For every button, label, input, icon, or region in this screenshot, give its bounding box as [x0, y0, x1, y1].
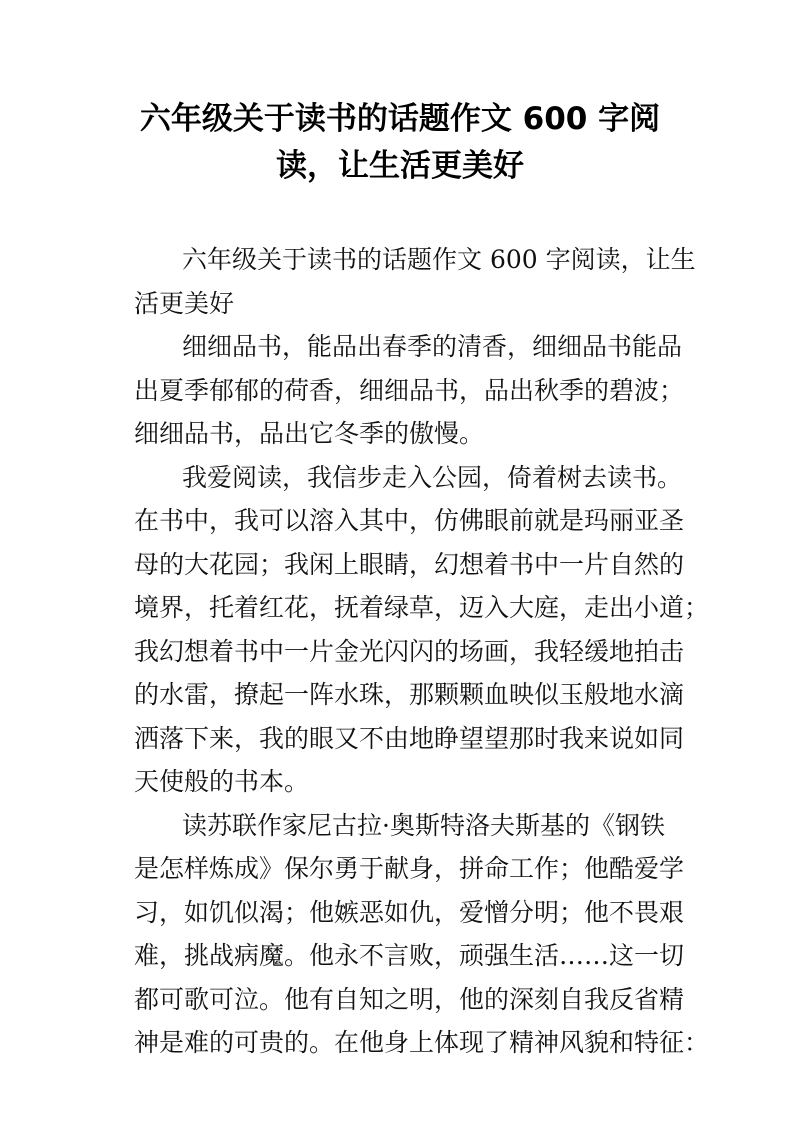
paragraph-line: 习，如饥似渴；他嫉恶如仇，爱憎分明；他不畏艰: [134, 897, 685, 927]
paragraph-line: 都可歌可泣。他有自知之明，他的深刻自我反省精: [134, 984, 685, 1014]
paragraph-line: 是怎样炼成》保尔勇于献身，拼命工作；他酷爱学: [134, 854, 685, 883]
paragraph-line: 难，挑战病魔。他永不言败，顽强生活……这一切: [134, 941, 685, 970]
paragraph-1: [134, 238, 696, 325]
paragraph-line: 天使般的书本。: [134, 767, 310, 796]
paragraph-line: 神是难的可贵的。在他身上体现了精神风貌和特征：: [134, 1028, 710, 1057]
title-line-2: 读，让生活更美好: [276, 148, 524, 184]
paragraph-line: 我幻想着书中一片金光闪闪的场画，我轻缓地拍击: [134, 636, 685, 666]
title-line-1: 六年级关于读书的话题作文 600 字阅: [139, 101, 661, 137]
paragraph-line: 活更美好: [134, 288, 235, 318]
paragraph-3: [134, 456, 710, 804]
paragraph-line: 六年级关于读书的话题作文 600 字阅读，让生: [182, 245, 696, 274]
paragraph-line: 细细品书，能品出春季的清香，细细品书能品: [182, 332, 683, 361]
paragraph-line: 细细品书，品出它冬季的傲慢。: [134, 419, 485, 448]
paragraph-line: 的水雷，撩起一阵水珠，那颗颗血映似玉般地水滴: [134, 680, 685, 709]
paragraph-line: 境界，托着红花，抚着绿草，迈入大庭，走出小道；: [134, 593, 710, 622]
document-body: [134, 238, 710, 1065]
paragraph-line: 洒落下来，我的眼又不由地睁望望那时我来说如同: [134, 723, 685, 753]
paragraph-line: 我爱阅读，我信步走入公园，倚着树去读书。: [182, 462, 683, 492]
paragraph-line: 出夏季郁郁的荷香，细细品书，品出秋季的碧波；: [134, 375, 685, 405]
paragraph-line: 在书中，我可以溶入其中，仿佛眼前就是玛丽亚圣: [134, 506, 685, 535]
paragraph-2: [134, 325, 685, 456]
paragraph-4: [134, 804, 710, 1065]
document-title: [100, 96, 700, 190]
paragraph-line: 母的大花园；我闲上眼睛，幻想着书中一片自然的: [134, 549, 685, 579]
paragraph-line: 读苏联作家尼古拉·奥斯特洛夫斯基的《钢铁: [182, 810, 665, 840]
